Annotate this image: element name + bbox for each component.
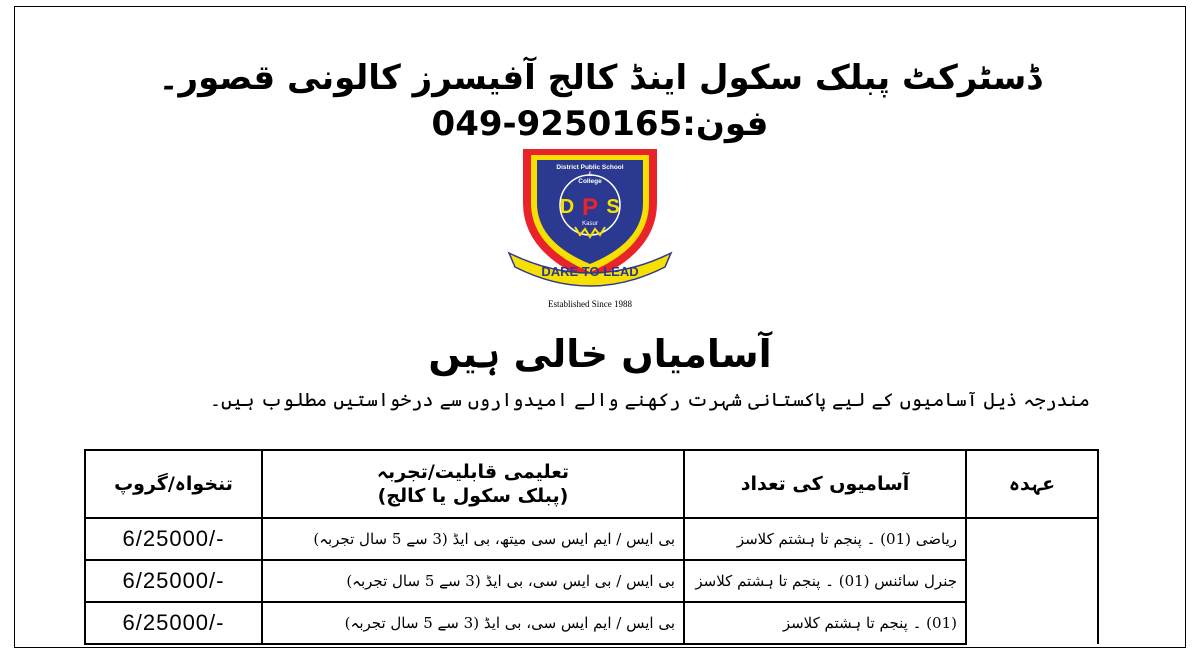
qualification-cell: بی ایس / ایم ایس سی، بی ایڈ (3 سے 5 سال تجربہ) [262,602,684,644]
header-count: آسامیوں کی تعداد [684,450,966,518]
logo-initial-s: S [606,196,620,218]
logo-city: Kasur [582,221,598,227]
phone-label: فون: [682,104,769,144]
logo-top-text-2: & [587,172,593,178]
qualification-cell: بی ایس / بی ایس سی، بی ایڈ (3 سے 5 سال تجربہ) [262,560,684,602]
table-row [85,560,1098,602]
table-header-row [85,450,1098,518]
header-qualification-line2: (پبلک سکول یا کالج) [377,485,569,507]
count-cell: ریاضی (01) ۔ پنجم تا ہشتم کلاسز [684,518,966,560]
header-post: عہدہ [966,450,1098,518]
qualification-cell: بی ایس / ایم ایس سی میتھ، بی ایڈ (3 سے 5 سال تجربہ) [262,518,684,560]
salary-cell: 6/25000/- [85,518,262,560]
count-cell: (01) ۔ پنجم تا ہشتم کلاسز [684,602,966,644]
post-cell [966,518,1098,644]
logo-top-text-3: College [578,178,602,185]
vacancies-heading: آسامیاں خالی ہیں [428,332,772,376]
logo-initial-d: D [559,196,575,218]
school-logo [505,145,675,315]
header-qualification-line1: تعلیمی قابلیت/تجربہ [376,461,570,483]
logo-top-text-1: District Public School [556,164,624,171]
table-row [85,518,1098,560]
school-name: ڈسٹرکٹ پبلک سکول اینڈ کالج آفیسرز کالونی قصور۔ [158,58,1042,98]
logo-established: Established Since 1988 [548,299,632,309]
count-cell: جنرل سائنس (01) ۔ پنجم تا ہشتم کلاسز [684,560,966,602]
phone-line [0,104,1200,144]
phone-number: 049-9250165 [431,104,683,144]
salary-cell: 6/25000/- [85,602,262,644]
header-qualification [262,450,684,518]
intro-text: مندرجہ ذیل آسامیوں کے لیے پاکستانی شہرت رکھنے والے امیدواروں سے درخواستیں مطلوب ہیں۔ [209,389,1090,411]
salary-cell: 6/25000/- [85,560,262,602]
vacancies-table [84,449,1099,645]
header-salary: تنخواہ/گروپ [85,450,262,518]
logo-motto: DARE TO LEAD [541,264,639,279]
logo-initial-p: P [581,194,599,221]
table-row [85,602,1098,644]
